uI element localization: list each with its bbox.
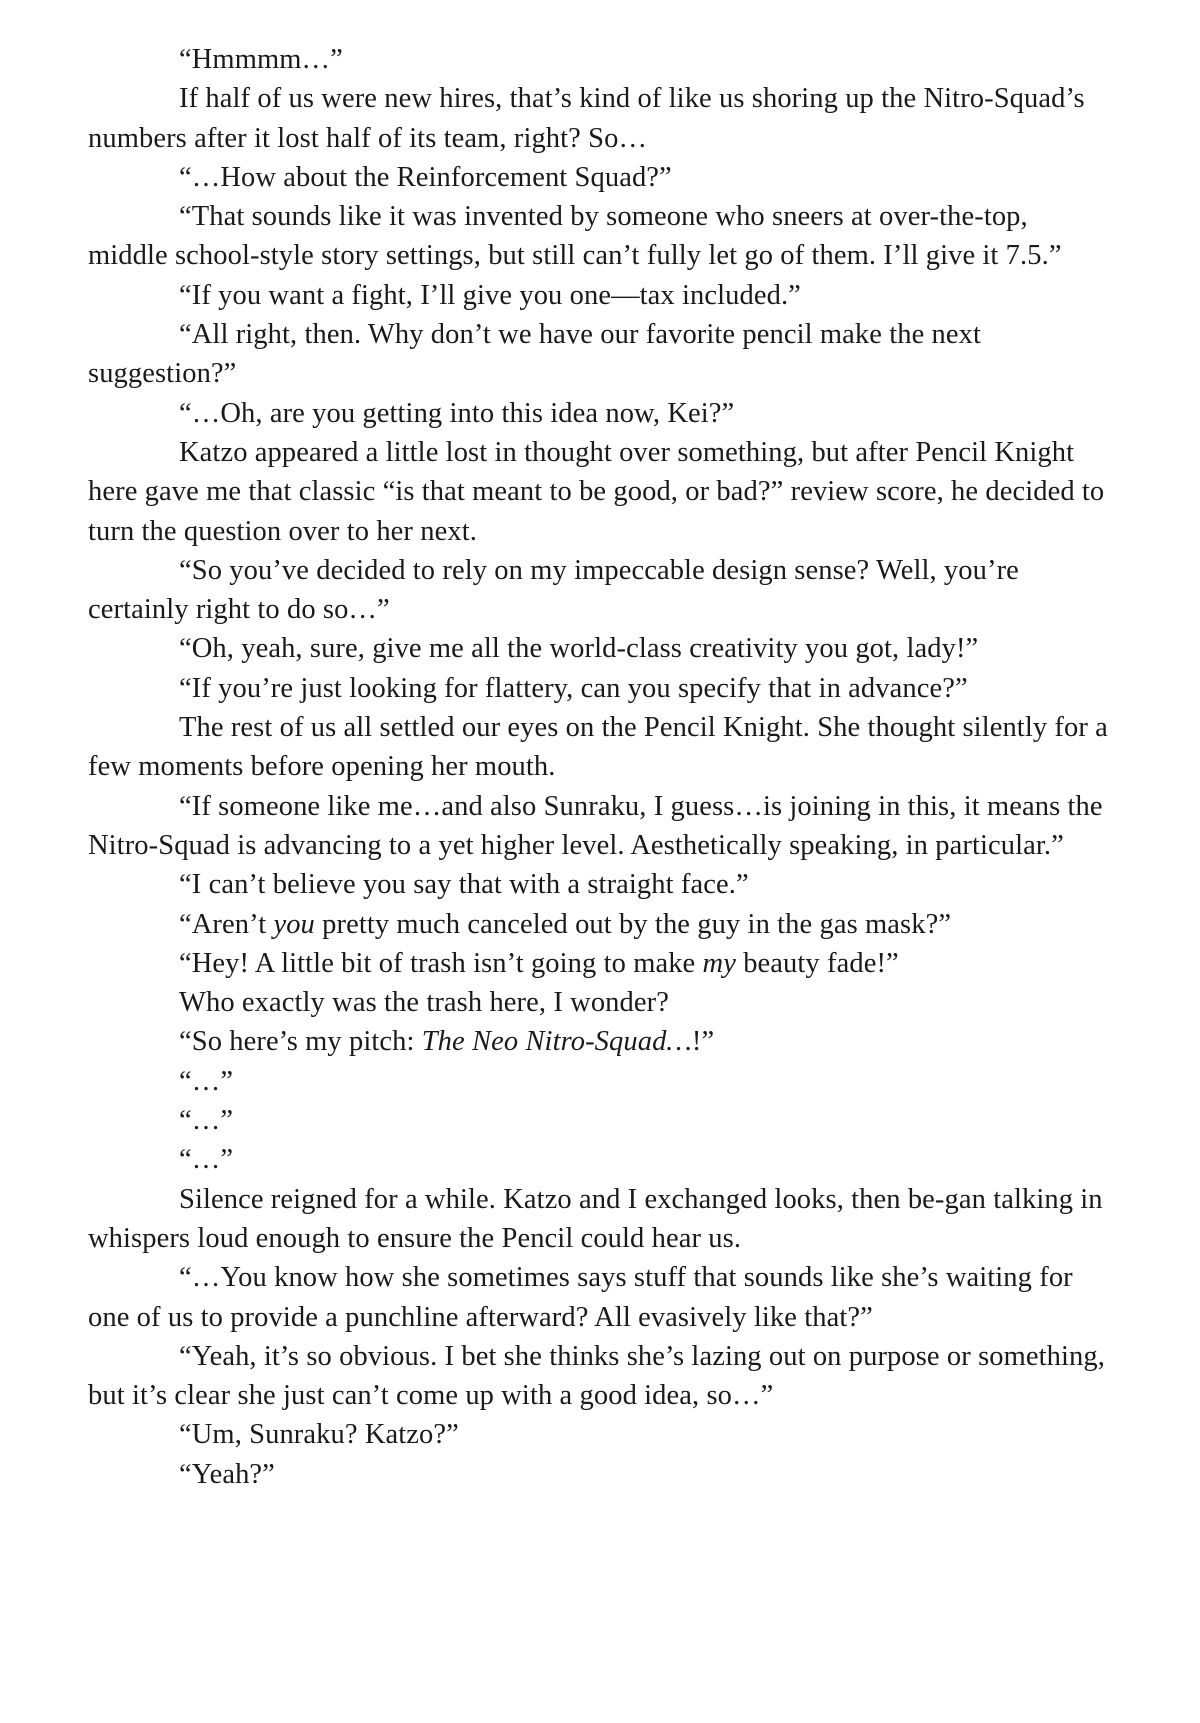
emphasis-text: my [702,947,736,979]
emphasis-text: The Neo Nitro-Squad… [421,1026,692,1058]
paragraph [88,158,1112,197]
paragraph-text: “…” [179,1105,234,1137]
paragraph [88,1455,1112,1494]
paragraph [88,708,1112,787]
paragraph [88,787,1112,866]
paragraph-text: “…How about the Reinforcement Squad?” [179,161,672,193]
paragraph-text: “That sounds like it was invented by someone who sneers at over-the-top, middle school-style story settings, but still can’t fully let go of them. I’ll give it 7.5.” [88,201,1062,272]
paragraph-text: “…” [179,1144,234,1176]
paragraph-text: “…” [179,1065,234,1097]
paragraph [88,944,1112,983]
paragraph [88,1062,1112,1101]
paragraph-text: “If someone like me…and also Sunraku, I guess…is joining in this, it means the Nitro-Squad is advancing to a yet higher level. Aesthetically speaking, in particular.” [88,790,1103,861]
paragraph [88,1415,1112,1454]
paragraph-text: “So here’s my pitch: [179,1026,422,1058]
paragraph [88,551,1112,630]
paragraph [88,1022,1112,1061]
paragraph-text: “Hey! A little bit of trash isn’t going to make [179,947,703,979]
paragraph-text: Who exactly was the trash here, I wonder? [179,987,669,1019]
paragraph [88,315,1112,394]
emphasis-text: you [273,908,315,940]
paragraph [88,629,1112,668]
paragraph [88,865,1112,904]
paragraph-text: The rest of us all settled our eyes on the Pencil Knight. She thought silently for a few moments before opening her mouth. [88,712,1108,783]
paragraph-text: “If you’re just looking for flattery, can you specify that in advance?” [179,672,968,704]
paragraph-text: “So you’ve decided to rely on my impeccable design sense? Well, you’re certainly right to do so…” [88,554,1019,626]
paragraph [88,40,1112,79]
paragraph [88,79,1112,158]
paragraph-text: “Aren’t [179,908,274,940]
paragraph-text: “If you want a fight, I’ll give you one—tax included.” [179,279,801,311]
paragraph [88,394,1112,433]
paragraph [88,197,1112,276]
paragraph [88,1140,1112,1179]
paragraph-text: “Hmmmm…” [179,44,343,75]
paragraph-text: “Yeah?” [179,1458,275,1490]
paragraph [88,983,1112,1022]
paragraph-text: If half of us were new hires, that’s kind of like us shoring up the Nitro-Squad’s numbers after it lost half of its team, right? So… [88,83,1085,154]
paragraph-text: “Yeah, it’s so obvious. I bet she thinks she’s lazing out on purpose or something, but it’s clear she just can’t come up with a good idea, so…” [88,1340,1105,1412]
paragraph [88,276,1112,315]
paragraph-text: “…Oh, are you getting into this idea now, Kei?” [179,397,735,429]
paragraph-text: Katzo appeared a little lost in thought over something, but after Pencil Knight here gave me that classic “is that meant to be good, or bad?” review score, he decided to turn the question over to her next. [88,436,1105,547]
paragraph [88,433,1112,551]
paragraph-text: “Oh, yeah, sure, give me all the world-class creativity you got, lady!” [179,633,979,665]
paragraph-text: !” [691,1026,715,1058]
paragraph [88,1101,1112,1140]
paragraph-text: “…You know how she sometimes says stuff that sounds like she’s waiting for one of us to provide a punchline afterward? All evasively like that?” [88,1262,1073,1333]
paragraph-text: pretty much canceled out by the guy in the gas mask?” [314,908,952,940]
paragraph [88,1258,1112,1337]
paragraph [88,1180,1112,1259]
paragraph [88,905,1112,944]
paragraph-text: Silence reigned for a while. Katzo and I exchanged looks, then be-gan talking in whispers loud enough to ensure the Pencil could hear us. [88,1183,1103,1254]
paragraph [88,1337,1112,1416]
paragraph-text: beauty fade!” [735,947,899,979]
paragraph-text: “All right, then. Why don’t we have our favorite pencil make the next suggestion?” [88,319,982,390]
paragraph-text: “Um, Sunraku? Katzo?” [179,1419,459,1451]
paragraph [88,669,1112,708]
document-page [88,40,1112,1494]
paragraph-text: “I can’t believe you say that with a straight face.” [179,869,749,901]
